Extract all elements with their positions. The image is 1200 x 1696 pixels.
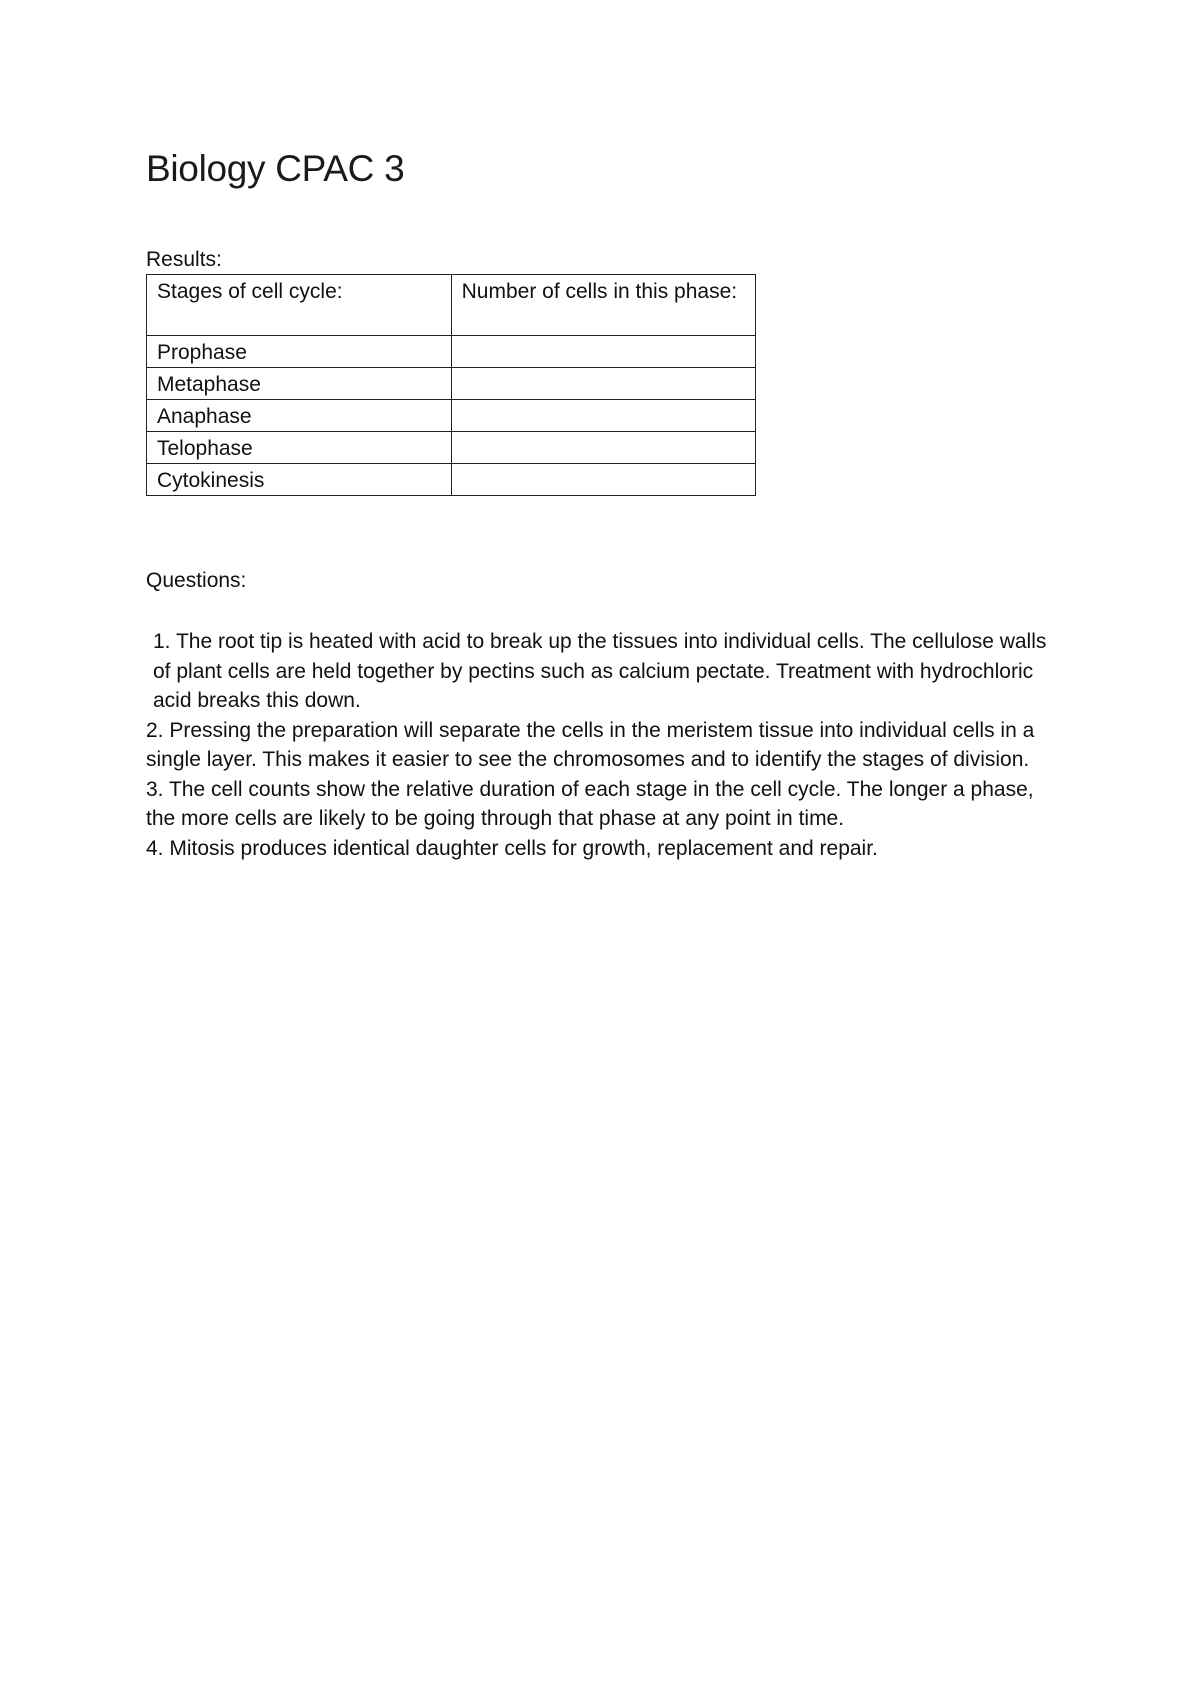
stage-cell: Prophase xyxy=(147,336,452,368)
results-table xyxy=(146,274,756,496)
stage-cell: Cytokinesis xyxy=(147,464,452,496)
answers-list xyxy=(146,627,1066,863)
answer-2: 2. Pressing the preparation will separate the cells in the meristem tissue into individual cells in a single layer. This makes it easier to see the chromosomes and to identify the stages of division. xyxy=(146,718,1035,771)
table-row xyxy=(147,464,756,496)
table-row xyxy=(147,400,756,432)
count-cell xyxy=(451,432,755,464)
answer-4: 4. Mitosis produces identical daughter cells for growth, replacement and repair. xyxy=(146,836,878,860)
stage-cell: Anaphase xyxy=(147,400,452,432)
count-cell xyxy=(451,368,755,400)
results-label: Results: xyxy=(146,248,222,271)
header-stages: Stages of cell cycle: xyxy=(147,275,452,336)
count-cell xyxy=(451,400,755,432)
table-row xyxy=(147,336,756,368)
stage-cell: Metaphase xyxy=(147,368,452,400)
table-header-row xyxy=(147,275,756,336)
table-row xyxy=(147,368,756,400)
count-cell xyxy=(451,464,755,496)
table-row xyxy=(147,432,756,464)
stage-cell: Telophase xyxy=(147,432,452,464)
document-title: Biology CPAC 3 xyxy=(146,148,405,189)
count-cell xyxy=(451,336,755,368)
header-number-of-cells: Number of cells in this phase: xyxy=(451,275,755,336)
questions-label: Questions: xyxy=(146,569,247,592)
answer-3: 3. The cell counts show the relative duration of each stage in the cell cycle. The longer a phase, the more cells are likely to be going through that phase at any point in time. xyxy=(146,777,1034,830)
answer-1: 1. The root tip is heated with acid to break up the tissues into individual cells. The cellulose walls of plant cells are held together by pectins such as calcium pectate. Treatment with hydrochloric acid breaks this down. xyxy=(153,630,1047,712)
